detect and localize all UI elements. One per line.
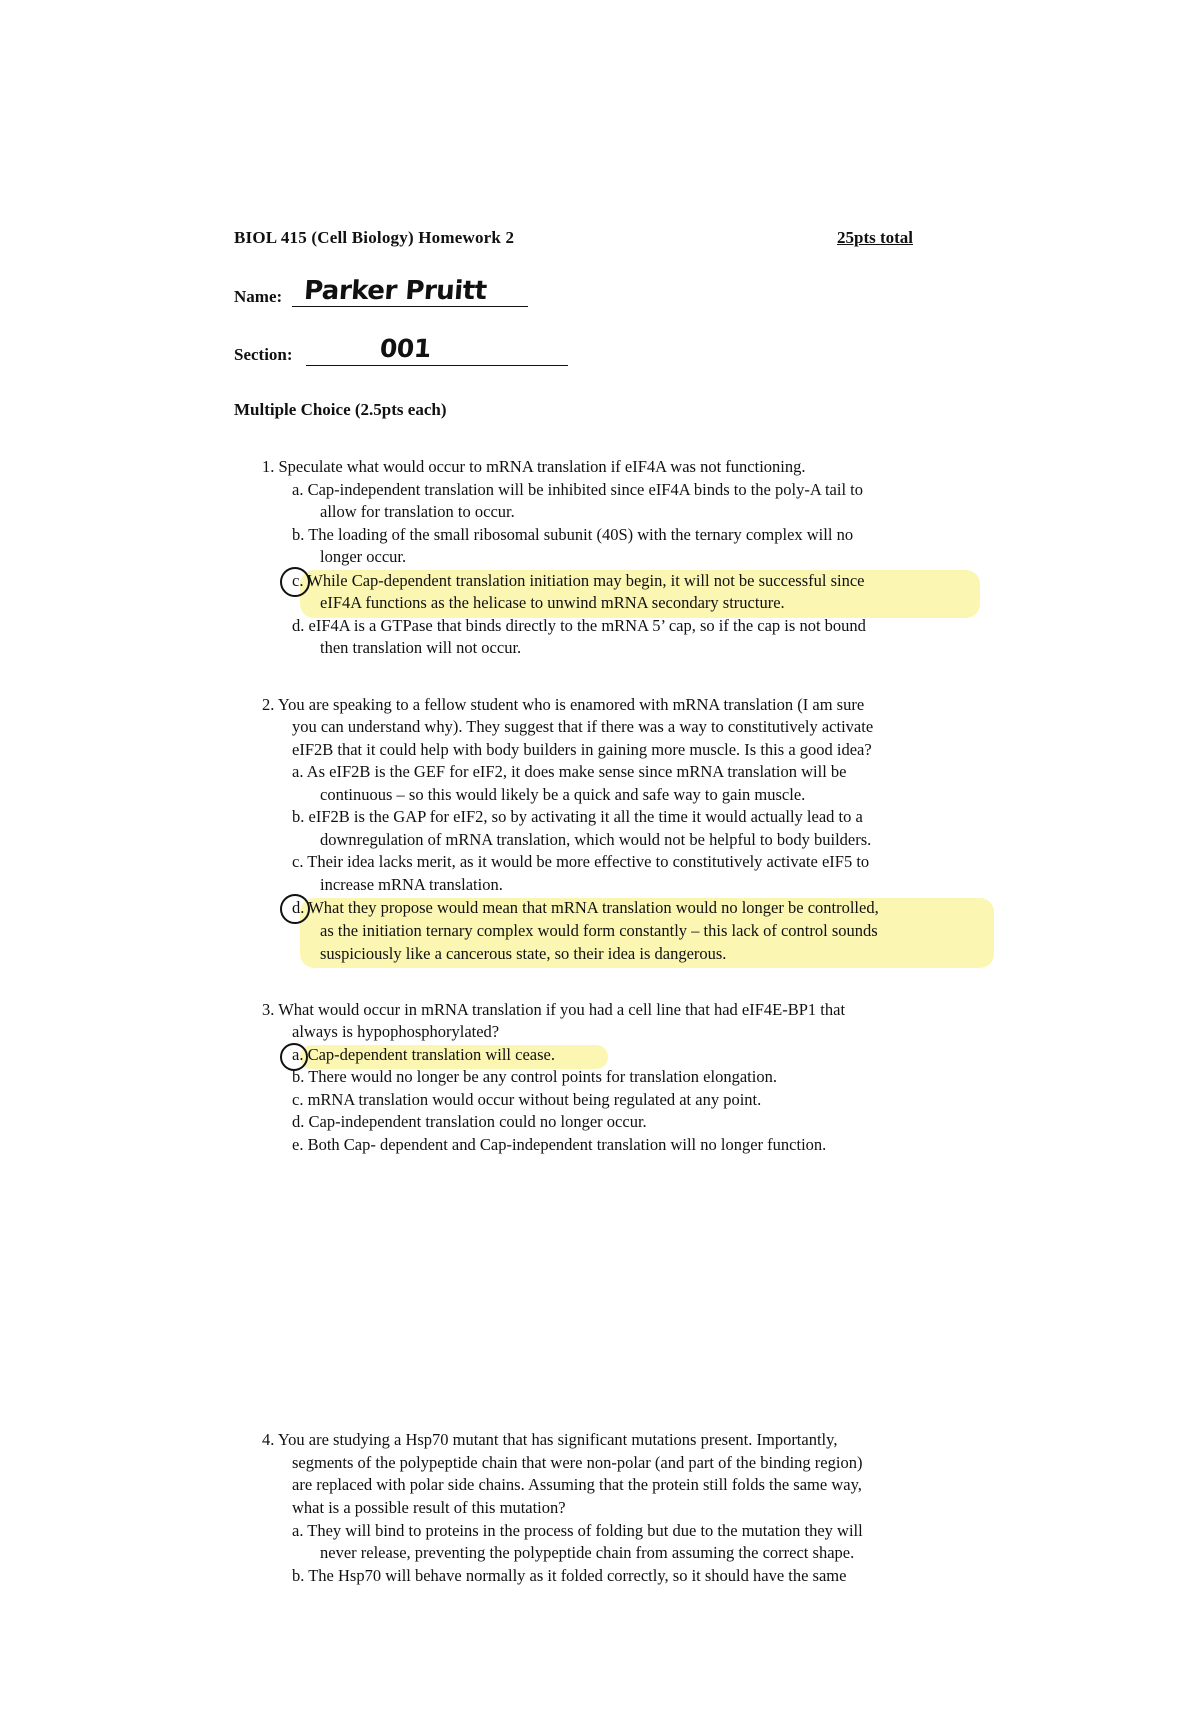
- q3-stem-line: 3. What would occur in mRNA translation if you had a cell line that had eIF4E-BP1 that: [262, 1000, 846, 1019]
- name-label: Name:: [234, 287, 283, 306]
- q2-option-d-line: as the initiation ternary complex would form constantly – this lack of control sounds: [320, 921, 878, 940]
- q2-option-a-line[interactable]: a. As eIF2B is the GEF for eIF2, it does make sense since mRNA translation will be: [292, 762, 847, 781]
- answer-circle-q3: [280, 1043, 308, 1071]
- total-points: 25pts total: [837, 228, 914, 247]
- q2-option-d-line[interactable]: d. What they propose would mean that mRNA translation would no longer be controlled,: [292, 898, 879, 917]
- q4-stem-line: what is a possible result of this mutation?: [292, 1498, 566, 1517]
- q3-option-c-line[interactable]: c. mRNA translation would occur without being regulated at any point.: [292, 1090, 762, 1109]
- q2-option-c-line: increase mRNA translation.: [320, 875, 503, 894]
- q1-option-c-line: eIF4A functions as the helicase to unwind mRNA secondary structure.: [320, 593, 785, 612]
- q2-option-a-line: continuous – so this would likely be a quick and safe way to gain muscle.: [320, 785, 806, 804]
- q4-option-b-line[interactable]: b. The Hsp70 will behave normally as it folded correctly, so it should have the same: [292, 1566, 847, 1585]
- q1-option-b-line[interactable]: b. The loading of the small ribosomal subunit (40S) with the ternary complex will no: [292, 525, 854, 544]
- q2-stem-line: 2. You are speaking to a fellow student who is enamored with mRNA translation (I am sure: [262, 695, 865, 714]
- q1-option-d-line[interactable]: d. eIF4A is a GTPase that binds directly to the mRNA 5’ cap, so if the cap is not bound: [292, 616, 866, 635]
- q2-option-b-line[interactable]: b. eIF2B is the GAP for eIF2, so by activating it all the time it would actually lead to a: [292, 807, 863, 826]
- q2-stem-line: you can understand why). They suggest that if there was a way to constitutively activate: [292, 717, 874, 736]
- q2-option-b-line: downregulation of mRNA translation, which would not be helpful to body builders.: [320, 830, 872, 849]
- answer-circle-q2: [280, 894, 310, 924]
- q4-stem-line: segments of the polypeptide chain that were non-polar (and part of the binding region): [292, 1453, 863, 1472]
- section-label: Section:: [234, 345, 293, 364]
- q2-stem-line: eIF2B that it could help with body builders in gaining more muscle. Is this a good idea?: [292, 740, 872, 759]
- section-heading: Multiple Choice (2.5pts each): [234, 400, 447, 419]
- q3-stem-line: always is hypophosphorylated?: [292, 1022, 500, 1041]
- q3-option-d-line[interactable]: d. Cap-independent translation could no longer occur.: [292, 1112, 647, 1131]
- q4-option-a-line: never release, preventing the polypeptide chain from assuming the correct shape.: [320, 1543, 855, 1562]
- q1-option-b-line: longer occur.: [320, 547, 407, 566]
- q1-option-d-line: then translation will not occur.: [320, 638, 522, 657]
- section-handwritten-value: 001: [378, 334, 432, 363]
- section-field[interactable]: [306, 343, 568, 366]
- q1-option-a-line[interactable]: a. Cap-independent translation will be inhibited since eIF4A binds to the poly-A tail to: [292, 480, 863, 499]
- q1-option-a-line: allow for translation to occur.: [320, 502, 515, 521]
- q4-stem-line: are replaced with polar side chains. Assuming that the protein still folds the same way,: [292, 1475, 862, 1494]
- page-title: BIOL 415 (Cell Biology) Homework 2: [234, 228, 515, 247]
- q2-option-c-line[interactable]: c. Their idea lacks merit, as it would be more effective to constitutively activate eIF5 to: [292, 852, 870, 871]
- name-handwritten-value: Parker Pruitt: [302, 276, 488, 306]
- q1-option-c-line[interactable]: c. While Cap-dependent translation initiation may begin, it will not be successful since: [292, 571, 865, 590]
- q1-stem-line: 1. Speculate what would occur to mRNA translation if eIF4A was not functioning.: [262, 457, 806, 476]
- q3-option-b-line[interactable]: b. There would no longer be any control points for translation elongation.: [292, 1067, 777, 1086]
- q2-option-d-line: suspiciously like a cancerous state, so their idea is dangerous.: [320, 944, 727, 963]
- q3-option-a-line[interactable]: a. Cap-dependent translation will cease.: [292, 1045, 555, 1064]
- q3-option-e-line[interactable]: e. Both Cap- dependent and Cap-independent translation will no longer function.: [292, 1135, 827, 1154]
- q4-option-a-line[interactable]: a. They will bind to proteins in the process of folding but due to the mutation they will: [292, 1521, 863, 1540]
- q4-stem-line: 4. You are studying a Hsp70 mutant that has significant mutations present. Importantly,: [262, 1430, 838, 1449]
- answer-circle-q1: [280, 567, 310, 597]
